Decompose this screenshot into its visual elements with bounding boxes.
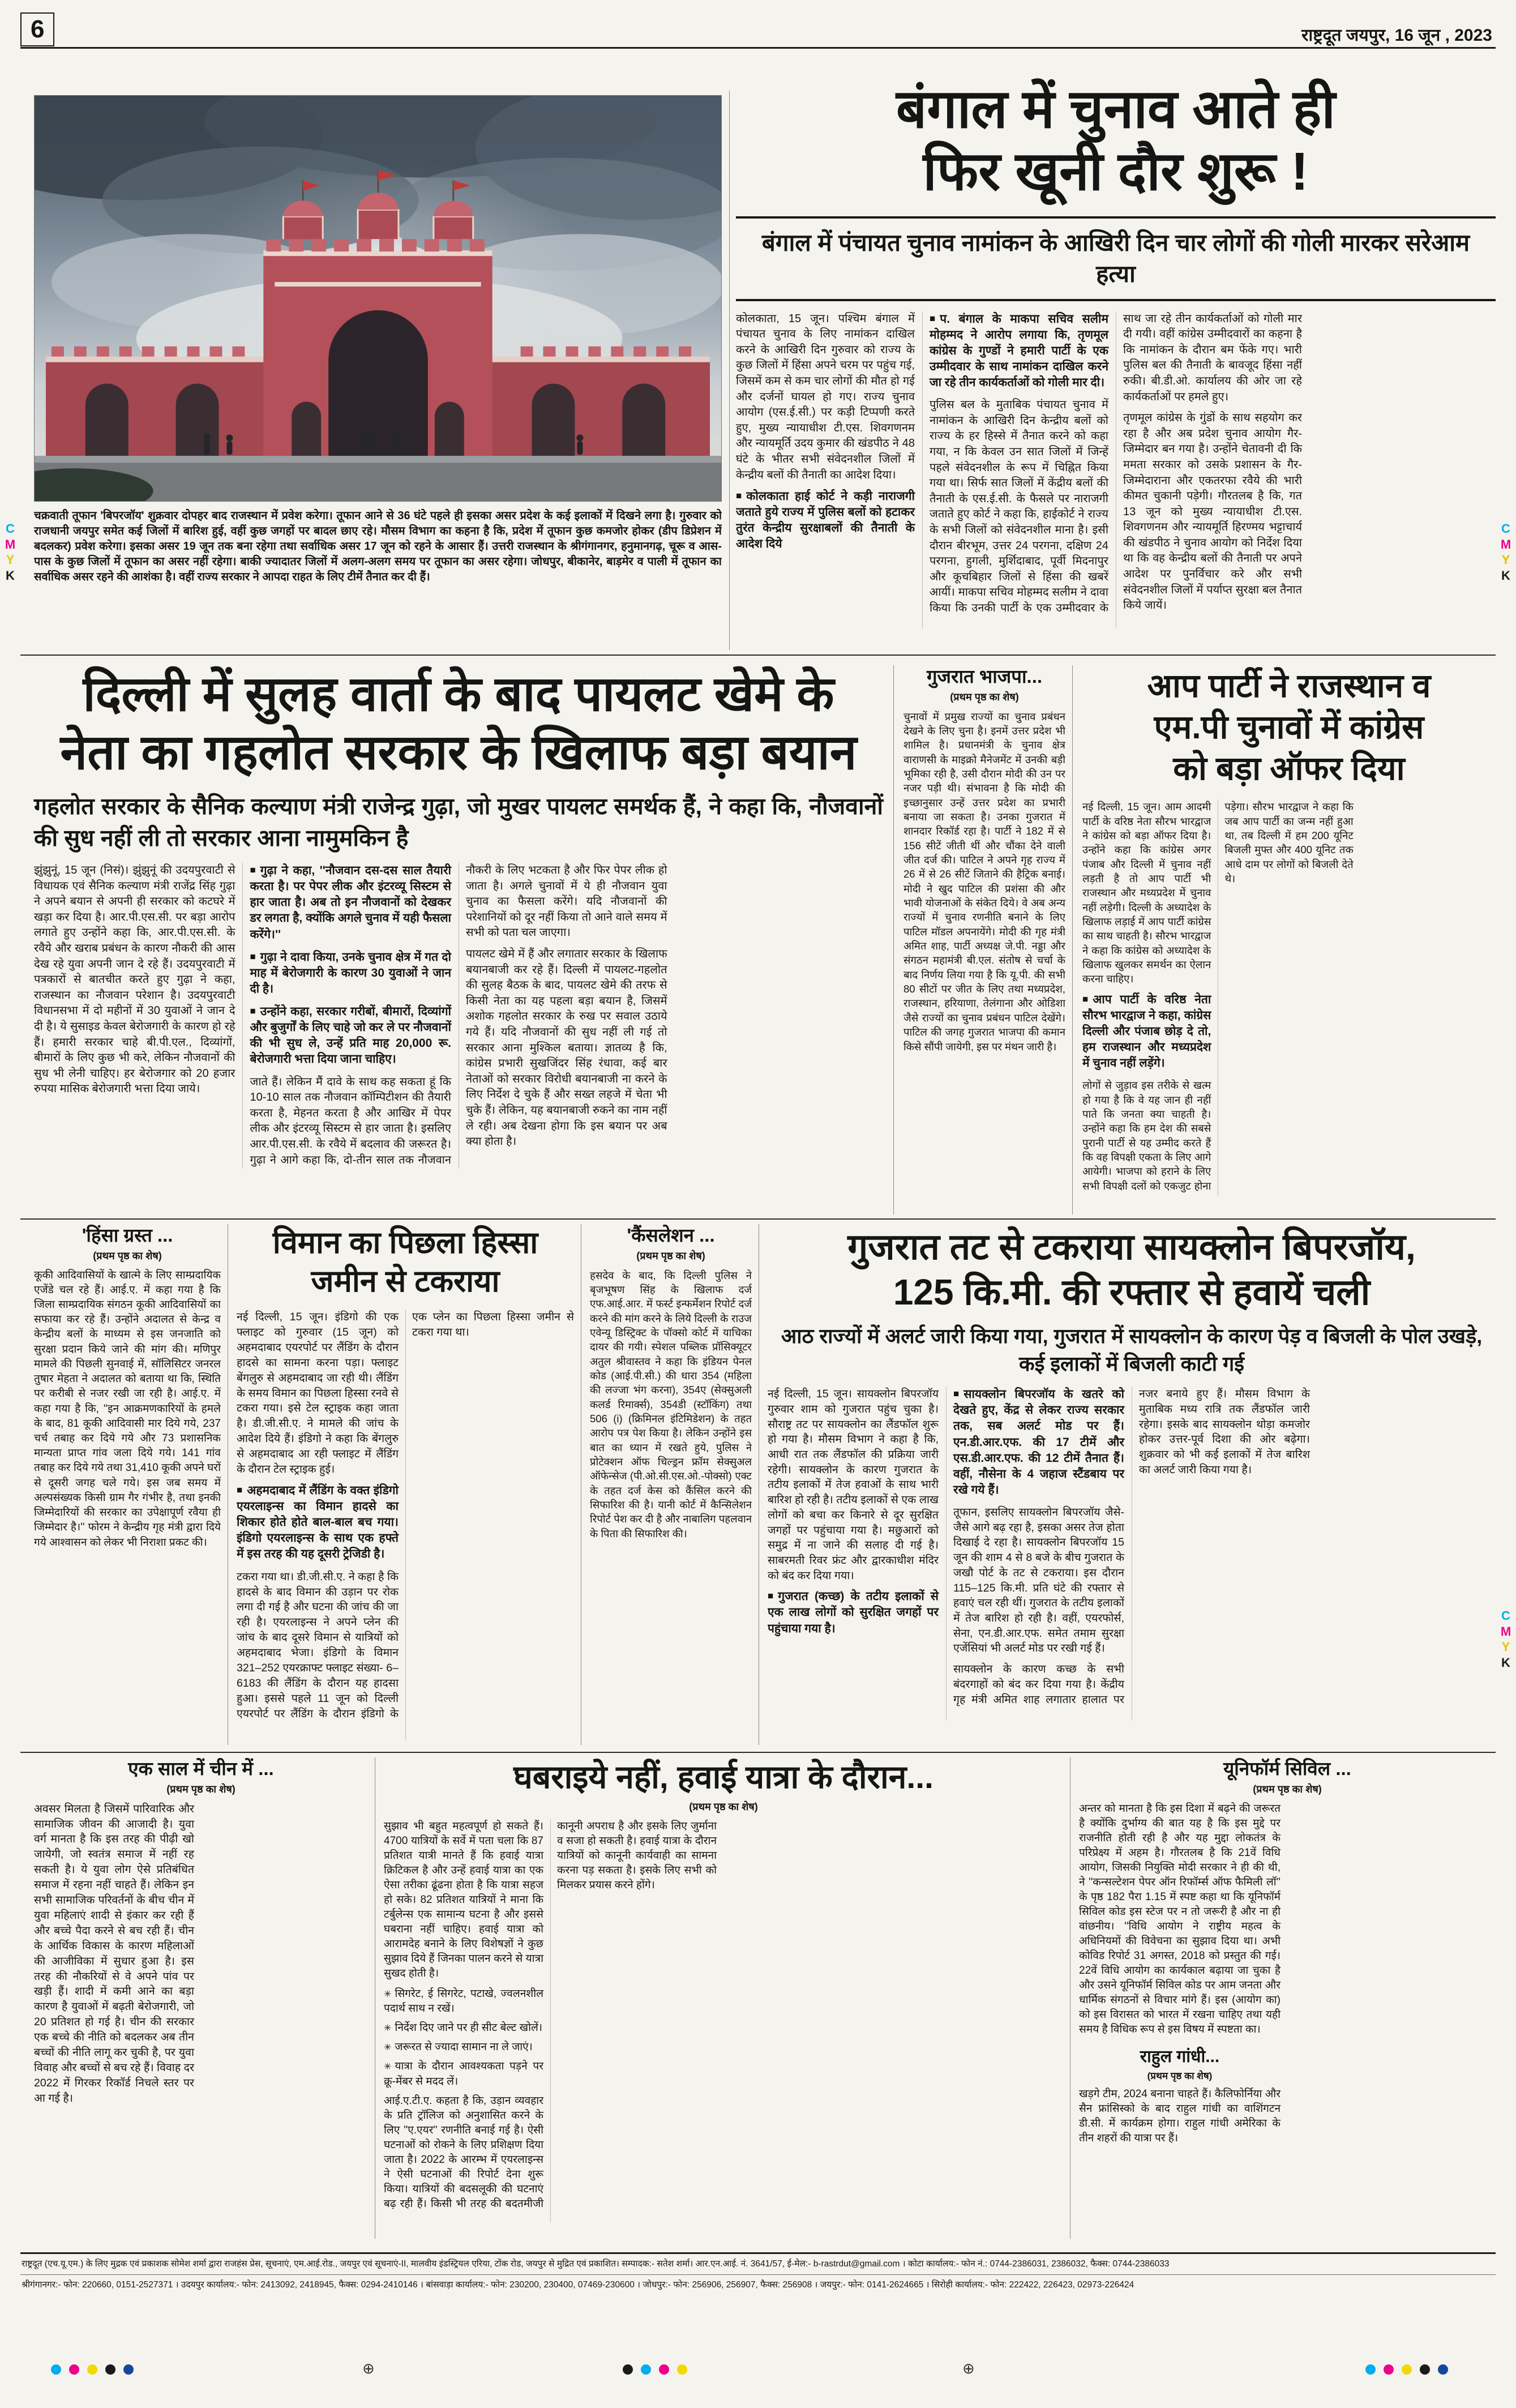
rahul-paragraph: खड़गे टीम, 2024 बनाना चाहते हैं। कैलिफोर्निया और सैन फ्रांसिस्को के बाद राहुल गांधी का वाशिंगटन डी.सी. में कार्यक्रम होगा। राहुल गांधी अमेरिका के तीन शहरों की यात्रा पर हैं। [1079,2088,1281,2145]
article-aap [1082,665,1496,1196]
cmyk-letter-k: K [6,568,15,583]
page-number: 6 [20,12,54,46]
cyclone-subhead: आठ राज्यों में अलर्ट जारी किया गया, गुजरात में सायक्लोन के कारण पेड़ व बिजली के पोल उखड़े, कई इलाकों में बिजली काटी गई [781,1324,1483,1375]
bengal-headline-line2: फिर खूनी दौर शुरू ! [923,142,1309,202]
square-bullet-icon: ■ [250,1006,256,1017]
hinsa-title: 'हिंसा ग्रस्त ... [82,1225,173,1246]
delhi-body [34,863,883,1169]
star-bullet-icon: ✳ [384,2024,392,2034]
square-bullet-icon: ■ [736,490,742,502]
cancellation-title: 'कैंसलेशन ... [627,1225,715,1246]
viman-paragraph: नई दिल्ली, 15 जून। इंडिगो की एक फ्लाइट को गुरुवार (15 जून) को अहमदाबाद एयरपोर्ट पर लैंडिंग के दौरान हादसे का सामना करना पड़ा। फ्लाइट बेंगलुरु से अहमदाबाद जा रही थी। लैंडिंग के समय विमान का पिछला हिस्सा रनवे से टकरा गया। इसे टेल स्ट्राइक कहा जाता है। डी.जी.सी.ए. ने मामले की जांच के आदेश दिये हैं। इंडिगो ने कहा कि बेंगलुरु से अहमदाबाद आ रही फ्लाइट में लैंडिंग के दौरान टेल स्ट्राइक हुई। [237,1311,399,1476]
uniform-title: यूनिफॉर्म सिविल ... [1223,1758,1351,1779]
aap-paragraph: लोगों से जुड़ाव इस तरीके से खत्म हो गया है कि वे यह जान ही नहीं पाते कि जनता क्या चाहती है। उन्होंने कहा कि हम देश की सबसे पुरानी पार्टी से यह उम्मीद करते हैं कि वह विपक्षी एकता के लिए आगे आयेगी। भाजपा को हराने के लिए सभी विपक्षी दलों को एकजुट होना पड़ेगा। सौरभ भारद्वाज ने कहा कि जब आप पार्टी का जन्म नहीं हुआ था, तब दिल्ली में हम 200 यूनिट बिजली मुफ्त और 400 यूनिट तक आधे दाम पर लोगों को बिजली देते थे। [1082,801,1354,1192]
article-bengal [736,78,1496,628]
star-bullet-icon: ✳ [384,2043,392,2053]
section-rule [20,1218,1496,1220]
bengal-paragraph: कोलकाता, 15 जून। पश्चिम बंगाल में पंचायत चुनाव के लिए नामांकन दाखिल करने के आखिरी दिन गुरुवार को राज्य के कुछ जिलों में हिंसा अपने चरम पर पहुंच गई, जिसमें कम से कम चार लोगों की मौत हो गई और दर्जनों घायल हो गए। राज्य चुनाव आयोग (एस.ई.सी.) पर कड़ी टिप्पणी करते हुए, मुख्य न्यायाधीश टी.एस. शिवगणनम और न्यायमूर्ति उदय कुमार की खंडपीठ ने 48 घंटे के भीतर सभी संवेदनशील जिलों में केन्द्रीय बलों की तैनाती का आदेश दिया। [736,312,915,481]
square-bullet-icon: ■ [953,1388,960,1400]
imprint-line: राष्ट्रदूत (एच.यू.एम.) के लिए मुद्रक एवं प्रकाशक सोमेश शर्मा द्वारा राजहंस प्रेस, सूचनाएं, एम.आई.रोड., जयपुर एवं सूचनाएं-II, मालवीय इंडस्ट्रियल एरिया, टोंक रोड, जयपुर से मुद्रित एवं प्रकाशित। सम्पादक:- सतेश शर्मा। आर.एन.आई. नं. 3641/57, ई-मेल:- b-rastrdut@gmail.com । कोटा कार्यालय:- फोन नं.: 0744-2386031, 2386032, फैक्स: 0744-2386033 [20,2254,1496,2275]
registration-target-icon: ⊕ [962,2360,975,2377]
square-bullet-icon: ■ [237,1484,243,1495]
aap-bullet-text: आप पार्टी के वरिष्ठ नेता सौरभ भारद्वाज ने कहा, कांग्रेस दिल्ली और पंजाब छोड़ दे तो, हम राजस्थान और मध्यप्रदेश में चुनाव नहीं लड़ेंगे। [1082,993,1211,1070]
gate-photo [34,95,722,502]
cyclone-body [768,1387,1496,1721]
photo-caption: चक्रवाती तूफान 'बिपरजॉय' शुक्रवार दोपहर बाद राजस्थान में प्रवेश करेगा। तूफान आने से 36 घंटे पहले ही इसका असर प्रदेश के कई इलाकों में दिखने लगा है। गुरुवार को राजधानी जयपुर समेत कई जिलों में बारिश हुई, वहीं कुछ जगहों पर बादल छाए रहे। मौसम विभाग का कहना है कि, प्रदेश में तूफान कुछ कमजोर होकर (डीप डिप्रेशन में बदलकर) प्रवेश करेगा। इसका असर 19 जून तक बना रहेगा तथा सर्वाधिक असर 17 जून को रहने के आसार हैं। उत्तरी राजस्थान के श्रीगंगानगर, हनुमानगढ़, चूरू व आस-पास के कुछ जिलों में तूफान का असर नहीं रहेगा। बाकी ज्यादातर जिलों में अलग-अलग समय पर तूफान का असर रहेगा। जोधपुर, बीकानेर, बाड़मेर व पाली में तूफान का सर्वाधिक असर रहने की आशंका है। वहीं राज्य सरकार ने आपदा राहत के लिए टीमें तैनात कर दी हैं। [34,510,722,583]
cmyk-mark [1498,1608,1514,1670]
bengal-body [736,311,1496,628]
square-bullet-icon: ■ [768,1590,774,1602]
cyclone-paragraph: नई दिल्ली, 15 जून। सायक्लोन बिपरजॉय गुरुवार शाम को गुजरात पहुंच चुका है। सौराष्ट्र तट पर सायक्लोन का लैंडफॉल शुरू हो गया है। मौसम विभाग ने कहा है कि, आधी रात तक लैंडफॉल की प्रक्रिया जारी रहेगी। सायक्लोन के कारण गुजरात के तटीय इलाकों में तेज हवाओं के साथ भारी बारिश हो रही है। तटीय इलाकों से एक लाख लोगों को बचा कर किनारे से दूर सुरक्षित जगहों पर पहुंचाया गया है। मछुआरों को समुद्र में ना जाने की सलाह दी गई है। साबरमती रिवर फ्रंट और द्वारकाधीश मंदिर को बंद कर दिया गया। [768,1388,939,1582]
bengal-paragraph: पुलिस बल के मुताबिक पंचायत चुनाव में नामांकन के आखिरी दिन केन्द्रीय बलों को राज्य के हर हिस्से में तैनात करने को कहा गया, न कि केवल उन सात जिलों में जिन्हें पहले संवेदनशील के रूप में चिह्नित किया गया था। सिर्फ सात जिलों में केंद्रीय बलों की तैनाती के एस.ई.सी. के फैसले पर नाराजगी जताते हुए कोर्ट ने कहा कि, हाईकोर्ट ने राज्य के सभी जिलों को संवेदनशील माना है। इसी दौरान बीरभूम, उत्तर 24 परगना, दक्षिण 24 परगना, हुगली, मुर्शिदाबाद, पूर्वी मिदनापुर और कूचबिहार जिलों से हिंसा की खबरें आयीं। माकपा सचिव मोहम्मद सलीम ने दावा किया कि उनकी पार्टी के एक उम्मीदवार के साथ जा रहे तीन कार्यकर्ताओं को गोली मार दी गयी। वहीं कांग्रेस उम्मीदवारों का कहना है कि नामांकन के दौरान बम फेंके गए। भारी पुलिस बल की तैनाती के बावजूद हिंसा नहीं रुकी। बी.डी.ओ. कार्यालय की ओर जा रहे कार्यकर्ताओं पर हमले हुए। [930,312,1302,614]
viman-paragraph: टकरा गया था। डी.जी.सी.ए. ने कहा है कि हादसे के बाद विमान की उड़ान पर रोक लगा दी गई है और घटना की जांच की जा रही है। एयरलाइन्स ने अपने प्लेन की जांच के बाद दूसरे विमान से यात्रियों को अहमदाबाद भेजा। इंडिगो के विमान 321–252 एयरक्राफ्ट फ्लाइट संख्या- 6–6183 की लैंडिंग के दौरान यह हादसा हुआ। इससे पहले 11 जून को दिल्ली एयरपोर्ट पर लैंडिंग के दौरान इंडिगो के एक प्लेन का पिछला हिस्सा जमीन से टकरा गया था। [237,1311,574,1720]
cancellation-body: हसदेव के बाद, कि दिल्ली पुलिस ने बृजभूषण सिंह के खिलाफ दर्ज एफ.आई.आर. में फर्स्ट इन्फर्मेशन रिपोर्ट दर्ज करने की मांग करने के लिये दिल्ली के राउज एवेन्यू डिस्ट्रिक्ट के पॉक्सो कोर्ट में याचिका दायर की गयी। स्पेशल पब्लिक प्रॉसिक्यूटर अतुल श्रीवास्तव ने कहा कि इंडियन पेनल कोड (आई.पी.सी.) की धारा 354 (महिला की लज्जा भंग करना), 354ए (सेक्सुअली कलर्ड रिमार्क्स), 354डी (स्टॉकिंग) तथा 506 (i) (क्रिमिनल इंटिमिडेशन) के तहत आरोप पत्र पेश किया है। लेकिन उन्होंने इस बात का ध्यान में रखते हुये, पुलिस ने प्रोटेक्शन ऑफ चिल्ड्रन फ्रॉम सेक्सुअल ऑफेन्सेज (पी.ओ.सी.एस.ओ.-पोक्सो) एक्ट के तहत दर्ज केस को कैंसिल करने की सिफारिश की है। यानी कोर्ट में कैन्सिलेशन रिपोर्ट पेश कर दी है और नाबालिग पहलवान के पिता की सिफारिश की। [590,1269,752,1539]
delhi-bullet-text: उन्होंने कहा, सरकार गरीबों, बीमारों, दिव्यांगों और बुजुर्गों के लिए चाहे जो कर ले पर नौजवानों की भी सुध ले, उन्हें प्रति माह 20,000 रू. बेरोजगारी भत्ता दिया जाना चाहिए। [250,1005,451,1066]
cyclone-bullet-item [768,1589,939,1636]
aap-headline-line2: एम.पी चुनावों में कांग्रेस [1154,709,1424,746]
delhi-headline-line2: नेता का गहलोत सरकार के खिलाफ बड़ा बयान [60,725,857,780]
delhi-bullet-text: गुढ़ा ने कहा, ''नौजवान दस-दस साल तैयारी करता है। पर पेपर लीक और इंटरव्यू सिस्टम से हार जाता है। अब तो इन नौजवानों को देखकर डर लगता है, क्योंकि अगले चुनाव में यही फैसला करेंगे।'' [250,864,451,941]
cmyk-letter-m: M [1500,537,1511,551]
gujarat-bjp-continued-note: (प्रथम पृष्ठ का शेष) [950,691,1019,703]
article-airtravel [384,1757,1063,2222]
uniform-body [1079,1802,1496,2221]
airtravel-paragraph: सुझाव भी बहुत महत्वपूर्ण हो सकते हैं। 4700 यात्रियों के सर्वे में पता चला कि 87 प्रतिशत यात्री मानते हैं कि हवाई यात्रा क्रिटिकल है और उन्हें हवाई यात्रा का एक ऐसा तरीका ढूंढना होता है कि यात्रा सहज हो सके। 82 प्रतिशत यात्रियों ने माना कि टर्बुलेन्स एक सामान्य घटना है और इससे घबराना नहीं चाहिए। हवाई यात्रा को आरामदेह बनाने के लिए विशेषज्ञों ने कुछ सुझाव दिये हैं जिनका पालन करने से यात्रा सुखद होती है। [384,1820,543,1980]
gate-photo-illustration [35,96,721,501]
airtravel-tip-item [384,2059,543,2089]
cyclone-bullet-item [953,1387,1124,1498]
china-body: अवसर मिलता है जिसमें पारिवारिक और सामाजिक जीवन की आजादी है। युवा वर्ग मानता है कि इस तरह की पीढ़ी खो जायेगी, जो स्वतंत्र समाज में नहीं रह सकती है। ये युवा लोग ऐसे प्रतिबंधित समाज में रहना नहीं चाहते हैं। लेकिन इन सभी सामाजिक परिवर्तनों के बीच चीन में युवा महिलाएं शादी से इंकार कर रही हैं और बच्चे पैदा करने से बच रही हैं। चीन के आर्थिक विकास के कारण महिलाओं की आजीविका में सुधार हुआ है। इस तरह की नौकरियों से वे अपने पांव पर खड़ी हैं। शादी में कमी आने का बड़ा कारण है युवाओं में बढ़ती बेरोजगारी, जो 20 प्रतिशत हो गई है। चीन की सरकार एक बच्चे की नीति को बदलकर अब तीन बच्चों की नीति लागू कर चुकी है, पर युवा विवाह और बच्चों से बच रहे हैं। विवाह दर 2022 में गिरकर रिकॉर्ड निचले स्तर पर आ गई है। [34,1802,194,2105]
column-divider [1072,665,1073,1214]
registration-dots [1365,2362,1448,2377]
square-bullet-icon: ■ [250,951,256,962]
gujarat-bjp-body: चुनावों में प्रमुख राज्यों का चुनाव प्रबंधन देखने के लिए चुना है। इनमें उत्तर प्रदेश भी शामिल है। प्रधानमंत्री के चुनाव क्षेत्र वाराणसी के माइक्रो मैनेजमेंट में उनकी बड़ी भूमिका रही है, उसी दौरान मोदी की उन पर नजर पड़ी थी। संभावना है कि मोदी की इच्छानुसार उन्हें उत्तर प्रदेश का प्रभारी बनाया जा सकता है। उनका गुजरात में शानदार रिकॉर्ड रहा है। पार्टी ने 182 में से 156 सीटें जीती थीं और चौंका देने वाली जीत दर्ज की। पाटिल ने अपने गृह राज्य में 26 में से 26 सीटें जिताने की हैट्रिक बनाई। मोदी ने खुद पाटिल की प्रशंसा की और भावी योजनाओं के संकेत दिये। वे अब अन्य राज्यों में चुनाव रणनीति बनाने के लिए पाटिल मॉडल अपनायेंगे। मोदी की गृह मंत्री अमित शाह, पार्टी अध्यक्ष जे.पी. नड्डा और संगठन महामंत्री बी.एल. संतोष से चर्चा के बाद निर्णय लिया गया है कि यू.पी. की सभी 80 सीटों पर जीत के लिए तथा मध्यप्रदेश, राजस्थान, हरियाणा, तेलंगाना और ओडिशा जैसे राज्यों का चुनाव प्रबंधन पाटिल देखेंगे। पाटिल की जगह गुजरात भाजपा की कमान किसे सौंपी जायेगी, इस पर मंथन जारी है। [903,710,1065,1053]
cyclone-bullet-text: गुजरात (कच्छ) के तटीय इलाकों से एक लाख लोगों को सुरक्षित जगहों पर पहुंचाया गया है। [768,1590,939,1635]
section-rule [20,655,1496,656]
article-viman [237,1224,574,1740]
airtravel-tip-text: यात्रा के दौरान आवश्यकता पड़ने पर क्रू-मेंबर से मदद लें। [384,2060,543,2088]
airtravel-tip-item [384,2021,543,2035]
delhi-bullet-item [250,949,452,997]
airtravel-headline: घबराइये नहीं, हवाई यात्रा के दौरान... [513,1759,933,1795]
viman-bullet-text: अहमदाबाद में लैंडिंग के वक्त इंडिगो एयरलाइन्स का विमान हादसे का शिकार होते होते बाल-बाल बच गया। इंडिगो एयरलाइन्स के साथ एक हफ्ते में इस तरह की यह दूसरी ट्रेजिडी है। [237,1483,399,1561]
china-title: एक साल में चीन में ... [128,1758,274,1779]
viman-body [237,1310,574,1740]
rahul-title: राहुल गांधी... [1140,2047,1220,2066]
aap-bullet-item [1082,992,1211,1072]
aap-body [1082,799,1496,1196]
airtravel-tip-item [384,1987,543,2016]
delhi-bullet-text: गुढ़ा ने दावा किया, उनके चुनाव क्षेत्र में गत दो माह में बेरोजगारी के कारण 30 युवाओं ने जान दी है। [250,950,451,995]
cancellation-continued-note: (प्रथम पृष्ठ का शेष) [636,1250,705,1261]
delhi-paragraph: पायलट खेमे में हैं और लगातार सरकार के खिलाफ बयानबाजी कर रहे हैं। दिल्ली में पायलट-गहलोत की सुलह बैठक के बाद, पायलट खेमे की तरफ से किसी नेता का यह पहला बड़ा बयान है, जिसमें अशोक गहलोत सरकार के रुख पर सवाल उठाये गये हैं। यदि नौजवानों की सुध नहीं ली गई तो सरकार आना मुश्किल बताया। ज्ञातव्य है कि, कांग्रेस प्रभारी सुखजिंदर सिंह रंधावा, कई बार नेताओं को सरकार विरोधी बयानबाजी ना करने के लिए निर्देश दे चुके हैं और सख्त लहजे में चेता भी चुके हैं। लेकिन, यह बयानबाजी रुकने का नाम नहीं ले रही। अब देखना होगा कि इस बयान पर अब क्या होता है। [466,948,667,1148]
rahul-continued-note: (प्रथम पृष्ठ का शेष) [1147,2070,1213,2081]
cmyk-mark [1498,521,1514,583]
viman-headline-line2: जमीन से टकराया [311,1264,500,1298]
column-uniform-civil [1079,1757,1496,2221]
column-divider [729,91,730,650]
bengal-paragraph: तृणमूल कांग्रेस के गुंडों के साथ सहयोग कर रहा है और अब प्रदेश चुनाव आयोग गैर-जिम्मेदार बन गया है। उन्होंने चेतावनी दी कि ममता सरकार को उसके प्रशासन के गैर-जिम्मेदाराना और एकतरफा रवैये की भारी कीमत चुकानी पड़ेगी। गौरतलब है कि, गत 13 जून को मुख्य न्यायाधीश टी.एस. शिवगणनम और न्यायमूर्ति हिरण्मय भट्टाचार्य की खंडपीठ ने चुनाव आयोग को निर्देश दिया था कि वह केन्द्रीय बलों की तैनाती पर अपने आदेश पर पुनर्विचार करे और सभी संवेदनशील जिलों में पर्याप्त सुरक्षा बल तैनात किये जायें। [1123,412,1302,612]
column-gujarat-bjp [903,665,1065,1208]
star-bullet-icon: ✳ [384,1990,392,2000]
article-cyclone [768,1224,1496,1721]
cmyk-letter-k: K [1501,568,1510,583]
cyclone-bullet-text: सायक्लोन बिपरजॉय के खतरे को देखते हुए, केंद्र से लेकर राज्य सरकार तक, सब अलर्ट मोड पर हैं। एन.डी.आर.एफ. की 17 टीमें और एस.डी.आर.एफ. की 12 टीमें तैनात हैं। वहीं, नौसेना के 4 जहाज स्टैंडबाय पर रखे गये हैं। [953,1388,1124,1496]
bengal-bullet-text: प. बंगाल के माकपा सचिव सलीम मोहम्मद ने आरोप लगाया कि, तृणमूल कांग्रेस के गुण्डों ने हमारी पार्टी के एक उम्मीदवार के साथ नामांकन दाखिल करने जा रहे तीन कार्यकर्ताओं को गोली मार दी। [930,312,1108,390]
gujarat-bjp-title: गुजरात भाजपा... [926,666,1043,687]
registration-target-icon: ⊕ [362,2360,375,2377]
airtravel-tip-text: जरूरत से ज्यादा सामान ना ले जाएं। [395,2041,533,2054]
delhi-subhead: गहलोत सरकार के सैनिक कल्याण मंत्री राजेन्द्र गुढ़ा, जो मुखर पायलट समर्थक हैं, ने कहा कि, नौजवानों की सुध नहीं ली तो सरकार आना नामुमकिन है [34,793,883,851]
hinsa-body: कूकी आदिवासियों के खात्मे के लिए साम्प्रदायिक एजेंडे चल रहे हैं। आई.ए. में कहा गया है कि जिला साम्प्रदायिक संगठन कूकी आदिवासियों का सफाया कर रहे हैं। उन्होंने अदालत से केन्द्र व केन्द्रीय बलों के माध्यम से इस जनजाति को सुरक्षा प्रदान किये जाने की मांग की। मणिपुर मामले की पिछली सुनवाई में, सॉलिसिटर जनरल तुषार मेहता ने अदालत को बताया था कि, स्थिति पर करीबी से नजर रखी जा रही है। आई.ए. में कहा गया है कि, ''इन आक्रमणकारियों के हमले के बाद, 81 कूकी आदिवासी मार दिये गये, 237 चर्च तबाह कर दिये गये और 73 प्रशासनिक मान्यता प्राप्त गांव जला दिये गये। 141 गांव तबाह कर दिये गये तथा 31,410 कूकी अपने घरों से दूसरी जगह चले गये। इस जब समय में अल्पसंख्यक किसी ग्राम गैर गंभीर है, तथा इनकी जिम्मेदारियों की सरकार का उपेक्षापूर्ण रवैया ही जिम्मेदार है।'' फोरम ने केन्द्रीय गृह मंत्री द्वारा दिये गये आश्वासन को लेकर भी निराशा प्रकट की। [34,1269,221,1549]
registration-dots [623,2362,687,2377]
column-divider [893,665,894,1214]
aap-headline-line3: को बड़ा ऑफर दिया [1173,750,1405,788]
cmyk-letter-y: Y [6,553,15,567]
cmyk-letter-y: Y [1501,553,1510,567]
square-bullet-icon: ■ [930,313,936,324]
china-continued-note: (प्रथम पृष्ठ का शेष) [166,1783,235,1795]
airtravel-body [384,1819,1063,2222]
cyclone-paragraph: सायक्लोन के कारण कच्छ के सभी बंदरगाहों को बंद कर दिया गया है। केंद्रीय गृह मंत्री अमित शाह लगातार हालात पर नजर बनाये हुए हैं। मौसम विभाग के मुताबिक मध्य रात्रि तक लैंडफॉल जारी रहेगा। इसके बाद सायक्लोन थोड़ा कमजोर होकर उत्तर-पूर्व दिशा की ओर बढ़ेगा। शुक्रवार को भी कई इलाकों में तेज बारिश का अलर्ट जारी किया गया है। [953,1388,1310,1706]
article-delhi [34,665,883,1169]
uniform-continued-note: (प्रथम पृष्ठ का शेष) [1253,1783,1322,1795]
airtravel-tip-text: सिगरेट, ई सिगरेट, पटाखे, ज्वलनशील पदार्थ साथ न रखें। [384,1988,543,2015]
bengal-bullet-item [736,489,915,553]
masthead: राष्ट्रदूत जयपुर, 16 जून , 2023 [1301,26,1492,45]
cyclone-paragraph: तूफान, इसलिए सायक्लोन बिपरजॉय जैसे-जैसे आगे बढ़ रहा है, इसका असर तेज होता दिखाई दे रहा है। सायक्लोन बिपरजॉय 15 जून की शाम 4 से 8 बजे के बीच गुजरात के जखौ पोर्ट के तट से टकराया। इस दौरान 115–125 कि.मी. प्रति घंटे की रफ्तार से हवाएं चल रही थीं। गुजरात के तटीय इलाकों में तेज बारिश हो रही है। वहीं, एयरफोर्स, सेना, एन.डी.आर.एफ. समेत तमाम सुरक्षा एजेंसियां भी अलर्ट मोड पर रखी गई हैं। [953,1506,1124,1655]
cmyk-letter-c: C [1501,521,1510,536]
hinsa-continued-note: (प्रथम पृष्ठ का शेष) [93,1250,162,1261]
uniform-paragraph: अन्तर को मानता है कि इस दिशा में बढ़ने की जरूरत है क्योंकि दुर्भाग्य की बात यह है कि इस मुद्दे पर राजनीति होती रही है और यह मुद्दा लोकतंत्र के परिप्रेक्ष्य में अहम है। गौरतलब है कि 21वें विधि आयोग, जिसकी नियुक्ति मोदी सरकार ने ही की थी, ने ''कन्सल्टेशन पेपर ऑन रिफॉर्म्स ऑफ फैमिली लॉ'' के पृष्ठ 182 पैरा 1.15 में स्पष्ट कहा था कि यूनिफॉर्म सिविल कोड इस स्टेज पर न तो जरूरी है और ना ही वांछनीय। ''विधि आयोग ने राष्ट्रीय महत्व के अधिनियमों की विवेचना का सुझाव दिया था। अभी कोविड रिपोर्ट 31 अगस्त, 2018 को प्रस्तुत की गई। 22वें विधि आयोग का कार्यकाल बढ़ाया जा चुका है और उसने यूनिफॉर्म सिविल कोड पर आम जनता और धार्मिक संगठनों से विचार मांगे हैं। इस (आयोग का) को इस विरासत को भारत में रखना चाहिए तथा यही समय है विधिक रूप से इस विषय में स्पष्टता का। [1079,1802,1281,2035]
imprint-line: श्रीगंगानगर:- फोन: 220660, 0151-2527371 । उदयपुर कार्यालय:- फोन: 2413092, 2418945, फैक्स: 0294-2410146 । बांसवाड़ा कार्यालय:- फोन: 230200, 230400, 07469-230600 । जोधपुर:- फोन: 256906, 256907, फैक्स: 256908 । जयपुर:- फोन: 0141-2624665 । सिरोही कार्यालय:- फोन: 222422, 226423, 02973-226424 [22,2280,1134,2290]
section-rule [20,1752,1496,1753]
delhi-headline-line1: दिल्ली में सुलह वार्ता के बाद पायलट खेमे के [83,667,834,721]
aap-headline-line1: आप पार्टी ने राजस्थान व [1147,668,1431,704]
aap-paragraph: नई दिल्ली, 15 जून। आम आदमी पार्टी के वरिष्ठ नेता सौरभ भारद्वाज ने कांग्रेस को बड़ा ऑफर दिया है। उन्होंने कहा कि कांग्रेस अगर पंजाब और दिल्ली में चुनाव नहीं लड़ती है तो आप पार्टी भी राजस्थान और मध्यप्रदेश में चुनाव नहीं लड़ेगी। दिल्ली के अध्यादेश के खिलाफ लड़ाई में आप पार्टी कांग्रेस का साथ चाहती है। सौरभ भारद्वाज ने कहा कि कांग्रेस को अध्यादेश के खिलाफ खुलकर समर्थन का ऐलान करना चाहिए। [1082,801,1211,985]
airtravel-tip-item [384,2040,543,2055]
square-bullet-icon: ■ [250,865,256,876]
bengal-headline-line1: बंगाल में चुनाव आते ही [896,79,1335,139]
bengal-bullet-item [930,311,1108,391]
airtravel-continued-note: (प्रथम पृष्ठ का शेष) [689,1801,758,1813]
column-hinsa [34,1224,221,1738]
cmyk-letter-m: M [1500,1624,1511,1639]
cyclone-headline-line2: 125 कि.मी. की रफ्तार से हवायें चली [893,1272,1371,1312]
airtravel-paragraph: आई.ए.टी.ए. कहता है कि, उड़ान व्यवहार के प्रति ट्रॉलिज को अनुशासित करने के लिए ''ए.एयर'' रणनीति बनाई गई है। ऐसी घटनाओं को रोकने के लिए प्रशिक्षण दिया जाता है। 2022 के आरम्भ में एयरलाइन्स ने ऐसी घटनाओं की रिपोर्ट देना शुरू किया। यात्रियों की बदसलूकी की घटनाएं बढ़ रही हैं। किसी भी तरह की बदतमीजी कानूनी अपराध है और इसके लिए जुर्माना व सजा हो सकती है। हवाई यात्रा के दौरान यात्रियों को कानूनी कार्यवाही का सामना करना पड़ सकता है। इसके लिए सभी को मिलकर प्रयास करने होंगे। [384,1820,717,2210]
cmyk-mark [2,521,18,583]
delhi-bullet-item [250,1004,452,1068]
star-bullet-icon: ✳ [384,2062,392,2072]
airtravel-tip-text: निर्देश दिए जाने पर ही सीट बेल्ट खोलें। [395,2022,543,2034]
cmyk-letter-k: K [1501,1655,1510,1670]
bengal-subhead: बंगाल में पंचायत चुनाव नामांकन के आखिरी दिन चार लोगों की गोली मारकर सरेआम हत्या [736,216,1496,301]
delhi-bullet-item [250,863,452,943]
cmyk-letter-c: C [1501,1609,1510,1623]
column-cancellation [590,1224,752,1738]
column-china [34,1757,368,2232]
bengal-bullet-text: कोलकाता हाई कोर्ट ने कड़ी नाराजगी जताते हुये राज्य में पुलिस बलों को हटाकर तुरंत केन्द्रीय सुरक्षाबलों की तैनाती के आदेश दिये [736,490,915,551]
square-bullet-icon: ■ [1082,993,1089,1004]
cmyk-letter-m: M [5,537,16,551]
cyclone-headline-line1: गुजरात तट से टकराया सायक्लोन बिपरजॉय, [847,1226,1416,1267]
cmyk-letter-y: Y [1501,1640,1510,1654]
delhi-paragraph: जाते हैं। लेकिन मैं दावे के साथ कह सकता हूं कि 10-10 साल तक नौजवान कॉम्पिटीशन की तैयारी करता है, मेहनत करता है और आखिर में पेपर लीक और इंटरव्यू सिस्टम से हार जाता है। इसलिए आर.पी.एस.सी. के रवैये में बदलाव की जरूरत है। गुढ़ा ने आगे कहा कि, दो-तीन साल तक नौजवान नौकरी के लिए भटकता है और फिर पेपर लीक हो जाता है। अगले चुनावों में ये ही नौजवान युवा चुनाव का फैसला करेंगे। यदि नौजवानों की परेशानियों को दूर नहीं किया तो आने वाले समय में सभी को पता चल जाएगा। [250,864,667,1166]
imprint-footer [20,2252,1496,2296]
viman-headline-line1: विमान का पिछला हिस्सा [272,1226,538,1260]
viman-bullet-item [237,1483,399,1563]
cmyk-letter-c: C [6,521,15,536]
page-header [20,12,1496,49]
registration-dots [51,2362,134,2377]
delhi-paragraph: झुंझुनूं, 15 जून (निसं)। झुंझुनूं की उदयपुरवाटी से विधायक एवं सैनिक कल्याण मंत्री राजेंद्र सिंह गुढ़ा ने अपने बयान से अपनी ही सरकार को कटघरे में खड़ा कर दिया है। आर.पी.एस.सी. पर बड़ा आरोप लगाते हुए उन्होंने कहा कि, आर.पी.एस.सी. के रवैये और खराब प्रबंधन के कारण नौकरी की आस देख रहे युवा अपनी जान दे रहे हैं। उदयपुरवाटी में पत्रकारों से बातचीत करते हुए गुढ़ा ने कहा, राजस्थान का नौजवान परेशान है। उदयपुरवाटी विधानसभा में दो महीनों में 30 युवाओं ने जान दे दी है। ये सुसाइड केवल बेरोजगारी के कारण हो रहे हैं। हमारी सरकार चाहे बी.पी.एल., दिव्यांगों, बीमारों के लिए कुछ भी करे, लेकिन नौजवानों की सुध भी लेनी चाहिए। हर बेरोजगार को 20 हजार रुपया मासिक बेरोजगारी भत्ता दिया जाये। [34,864,235,1096]
